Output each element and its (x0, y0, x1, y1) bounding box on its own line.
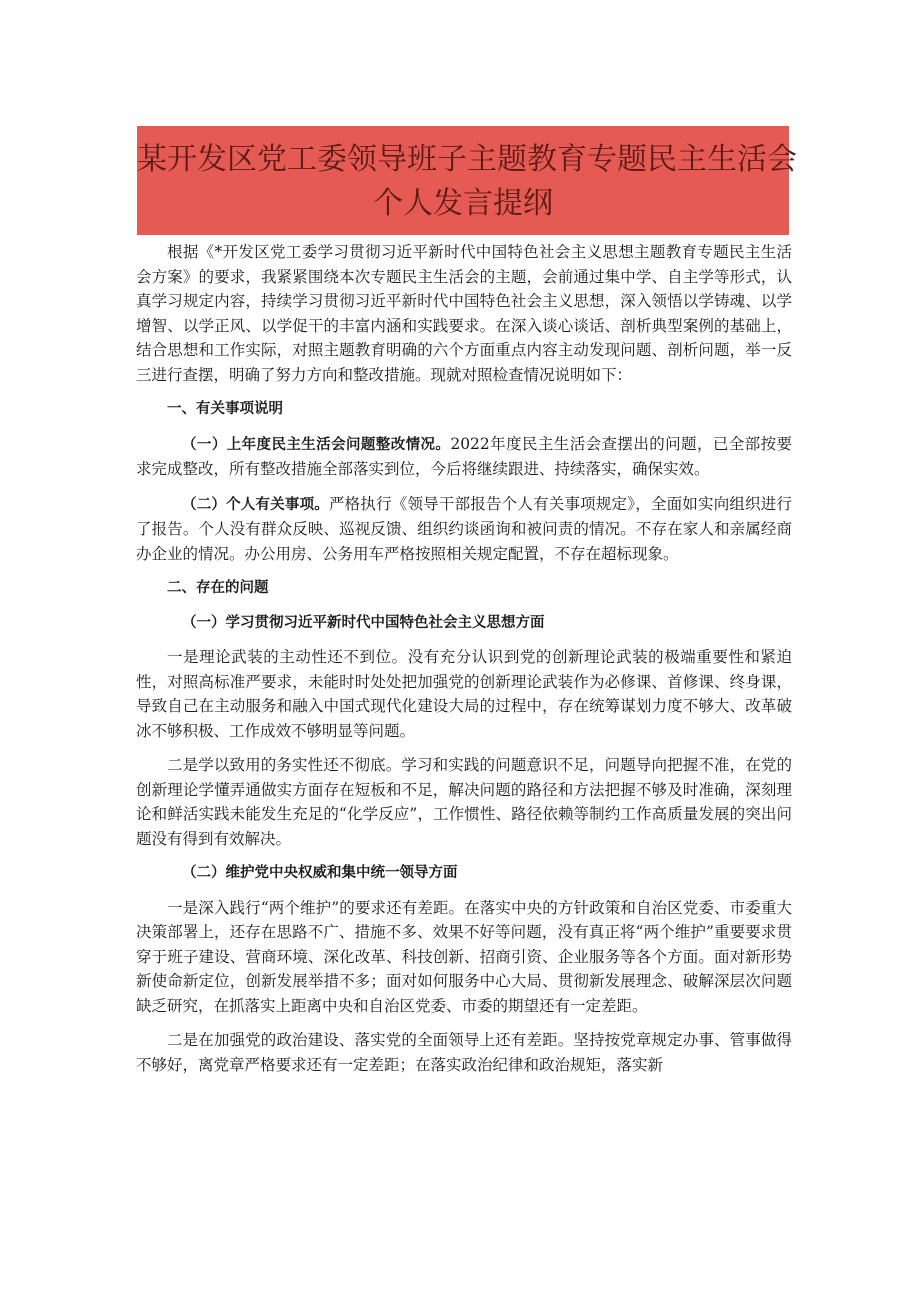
section-heading-2: 二、存在的问题 (167, 580, 269, 596)
title-line-2: 个人发言提纲 (373, 186, 553, 221)
title-line-1: 某开发区党工委领导班子主题教育专题民主生活会 (137, 142, 797, 177)
section-heading-1: 一、有关事项说明 (167, 401, 283, 417)
subsection-heading-2: （二）维护党中央权威和集中统一领导方面 (182, 865, 458, 881)
problem-paragraph-2: 二是学以致用的务实性还不彻底。学习和实践的问题意识不足，问题导向把握不准，在党的创新理论学懂弄通做实方面存在短板和不足，解决问题的路径和方法把握不够及时准确，深刻理论和鲜活实践未能发生充足的“化学反应”，工作惯性、路径依赖等制约工作高质量发展的突出问题没有得到有效解决。 (136, 756, 792, 848)
matter-item-2-body: 严格执行《领导干部报告个人有关事项规定》，全面如实向组织进行了报告。个人没有群众反映、巡视反馈、组织约谈函询和被问责的情况。不存在家人和亲属经商办企业的情况。办公用房、公务用车严格按照相关规定配置，不存在超标现象。 (136, 494, 792, 563)
document-body (136, 240, 792, 1087)
title-banner (137, 126, 797, 235)
subsection-heading-1: （一）学习贯彻习近平新时代中国特色社会主义思想方面 (182, 614, 545, 631)
intro-paragraph: 根据《*开发区党工委学习贯彻习近平新时代中国特色社会主义思想主题教育专题民主生活会方案》的要求，我紧紧围绕本次专题民主生活会的主题，会前通过集中学、自主学等形式，认真学习规定内容，持续学习贯彻习近平新时代中国特色社会主义思想，深入领悟以学铸魂、以学增智、以学正风、以学促干的丰富内涵和实践要求。在深入谈心谈话、剖析典型案例的基础上，结合思想和工作实际，对照主题教育明确的六个方面重点内容主动发现问题、剖析问题，举一反三进行查摆，明确了努力方向和整改措施。现就对照检查情况说明如下： (136, 243, 792, 384)
matter-item-2 (136, 492, 792, 567)
problem-paragraph-3: 一是深入践行“两个维护”的要求还有差距。在落实中央的方针政策和自治区党委、市委重大决策部署上，还存在思路不广、措施不多、效果不好等问题，没有真正将“两个维护”重要要求贯穿于班子建设、营商环境、深化改革、科技创新、招商引资、企业服务等各个方面。面对新形势新使命新定位，创新发展举措不多；面对如何服务中心大局、贯彻新发展理念、破解深层次问题缺乏研究，在抓落实上距离中央和自治区党委、市委的期望还有一定差距。 (136, 898, 792, 1015)
problem-paragraph-4: 二是在加强党的政治建设、落实党的全面领导上还有差距。坚持按党章规定办事、管事做得不够好，离党章严格要求还有一定差距；在落实政治纪律和政治规矩，落实新 (136, 1031, 792, 1074)
matter-item-1-lead: （一）上年度民主生活会问题整改情况。 (182, 436, 451, 453)
matter-item-2-lead: （二）个人有关事项。 (182, 496, 329, 513)
problem-paragraph-1: 一是理论武装的主动性还不到位。没有充分认识到党的创新理论武装的极端重要性和紧迫性，对照高标准严要求，未能时时处处把加强党的创新理论武装作为必修课、首修课、终身课，导致自己在主动服务和融入中国式现代化建设大局的过程中，存在统筹谋划力度不够大、改革破冰不够积极、工作成效不够明显等问题。 (136, 648, 792, 740)
matter-item-1 (136, 432, 792, 482)
matter-item-1-body: 2022年度民主生活会查摆出的问题，已全部按要求完成整改，所有整改措施全部落实到位，今后将继续跟进、持续落实，确保实效。 (136, 434, 793, 478)
